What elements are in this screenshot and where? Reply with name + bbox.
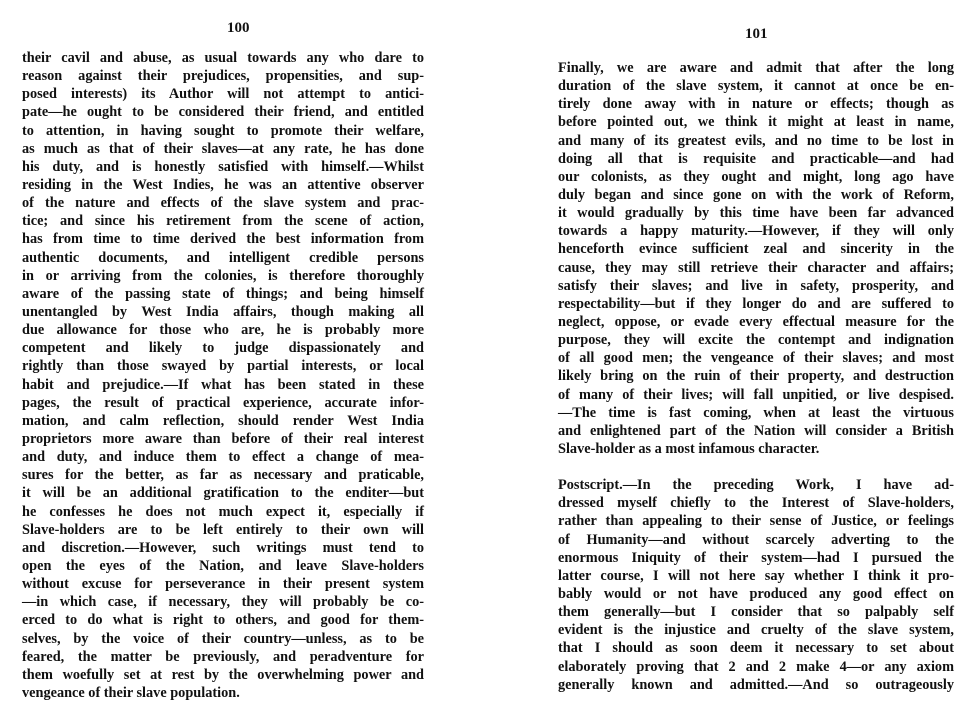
text-line: Slave-holders are to be left entirely to their own will [22, 521, 424, 538]
text-line: rightly than those swayed by partial interests, or local [22, 358, 424, 375]
text-line: it would gradually by this time have been far advanced [558, 205, 954, 222]
text-line: tirely done away with in nature or effects; though as [558, 96, 954, 113]
text-line: authentic documents, and intelligent credible persons [22, 249, 424, 266]
text-line: sures for the better, as far as necessary and praticable, [22, 467, 424, 484]
text-line: without excuse for perseverance in their present system [22, 576, 424, 593]
text-line: as much as that of their slaves—at any rate, he has done [22, 140, 424, 157]
text-line: before pointed out, we think it might at least in name, [558, 114, 954, 131]
text-line: selves, by the voice of their country—unless, as to be [22, 630, 424, 647]
text-line: them generally—but I consider that so palpably self [558, 604, 954, 621]
text-line: duration of the slave system, it cannot at once be en- [558, 78, 954, 95]
text-line: rather than appealing to their sense of Justice, or feelings [558, 513, 954, 530]
text-line: aware of the passing state of things; and being himself [22, 285, 424, 302]
text-line: his duty, and is honestly satisfied with himself.—Whilst [22, 158, 424, 175]
text-line: and many of its greatest evils, and no time to be lost in [558, 132, 954, 149]
text-line: of all good men; the vengeance of their slaves; and most [558, 350, 954, 367]
text-line: doing all that is requisite and practicable—and had [558, 150, 954, 167]
text-line: respectability—but if they longer do and are suffered to [558, 295, 954, 312]
text-line: vengeance of their slave population. [22, 684, 240, 701]
text-line: pages, the result of practical experience, accurate infor- [22, 394, 424, 411]
text-line: and discretion.—However, such writings must tend to [22, 539, 424, 556]
text-line: their cavil and abuse, as usual towards any who dare to [22, 50, 424, 66]
text-line: in or arriving from the colonies, is therefore thoroughly [22, 267, 424, 284]
text-line: towards a happy maturity.—However, if they will only [558, 223, 954, 240]
text-line: has from time to time derived the best information from [22, 231, 424, 248]
text-line: he confesses he does not much expect it, especially if [22, 503, 424, 520]
text-line: habit and prejudice.—If what has been stated in these [22, 376, 424, 393]
text-line: tice; and since his retirement from the scene of action, [22, 213, 424, 230]
text-line: reason against their prejudices, propensities, and sup- [22, 68, 424, 85]
text-line: competent and likely to judge dispassionately and [22, 340, 424, 357]
text-line: dressed myself chiefly to the Interest of Slave-holders, [558, 495, 954, 512]
text-line: residing in the West Indies, he was an attentive observer [22, 176, 424, 193]
text-line: Finally, we are aware and admit that after the long [558, 60, 954, 76]
text-line: open the eyes of the Nation, and leave Slave-holders [22, 557, 424, 574]
text-line: —in which case, if necessary, they will probably be co- [22, 594, 424, 611]
text-line: mation, and calm reflection, should render West India [22, 412, 424, 429]
text-line: that I should as soon deem it necessary to set about [558, 640, 954, 657]
right-page-text [558, 59, 954, 694]
text-line: pate—he ought to be considered their friend, and entitled [22, 104, 424, 121]
text-line: and enlightened part of the Nation will consider a British [558, 422, 954, 439]
text-line: erced to do what is right to others, and good for them- [22, 612, 424, 629]
left-page-text [22, 49, 424, 702]
text-line: henceforth evince sufficient zeal and sincerity in the [558, 241, 954, 258]
text-line: due allowance for those who are, he is probably more [22, 322, 424, 339]
text-line: Postscript.—In the preceding Work, I have ad- [558, 477, 954, 494]
text-line: of the nature and effects of the slave system and prac- [22, 195, 424, 212]
text-line: it will be an additional gratification to the enditer—but [22, 485, 424, 502]
text-line: enormous Iniquity of their system—had I pursued the [558, 549, 954, 566]
page-number-right: 101 [745, 26, 768, 42]
text-line: duly began and since gone on with the work of Reform, [558, 186, 954, 203]
text-line: unentangled by West India affairs, though making all [22, 303, 424, 320]
text-line: of Humanity—and without scarcely adverting to the [558, 531, 954, 548]
text-line: Slave-holder as a most infamous character. [558, 440, 820, 457]
text-line: and duty, and induce them to effect a change of mea- [22, 449, 424, 466]
text-line: cause, they may still retrieve their character and affairs; [558, 259, 954, 276]
text-line: purpose, they will excite the contempt and indignation [558, 332, 954, 349]
text-line: generally known and admitted.—And so outrageously [558, 676, 954, 693]
text-line: of many of their lives; will fall unpitied, or live despised. [558, 386, 954, 403]
paragraph-gap [558, 458, 954, 476]
text-line: likely bring on the ruin of their property, and destruction [558, 368, 954, 385]
text-line: —The time is fast coming, when at least the virtuous [558, 404, 954, 421]
text-line: posed interests) its Author will not attempt to antici- [22, 86, 424, 103]
text-line: elaborately proving that 2 and 2 make 4—or any axiom [558, 658, 954, 675]
page-number-left: 100 [227, 20, 250, 36]
text-line: proprietors more aware than before of their real interest [22, 430, 424, 447]
text-line: to attention, in having sought to promote their welfare, [22, 122, 424, 139]
text-line: satisfy their slaves; and live in safety, prosperity, and [558, 277, 954, 294]
text-line: feared, the matter be previously, and peradventure for [22, 648, 424, 665]
text-line: bably would or not have produced any good effect on [558, 585, 954, 602]
text-line: evident is the injustice and cruelty of the slave system, [558, 622, 954, 639]
text-line: latter course, I will not here say whether I think it pro- [558, 567, 954, 584]
text-line: neglect, oppose, or evade every effectual measure for the [558, 313, 954, 330]
text-line: our colonists, as they ought and might, long ago have [558, 168, 954, 185]
text-line: them woefully set at rest by the overwhelming power and [22, 666, 424, 683]
